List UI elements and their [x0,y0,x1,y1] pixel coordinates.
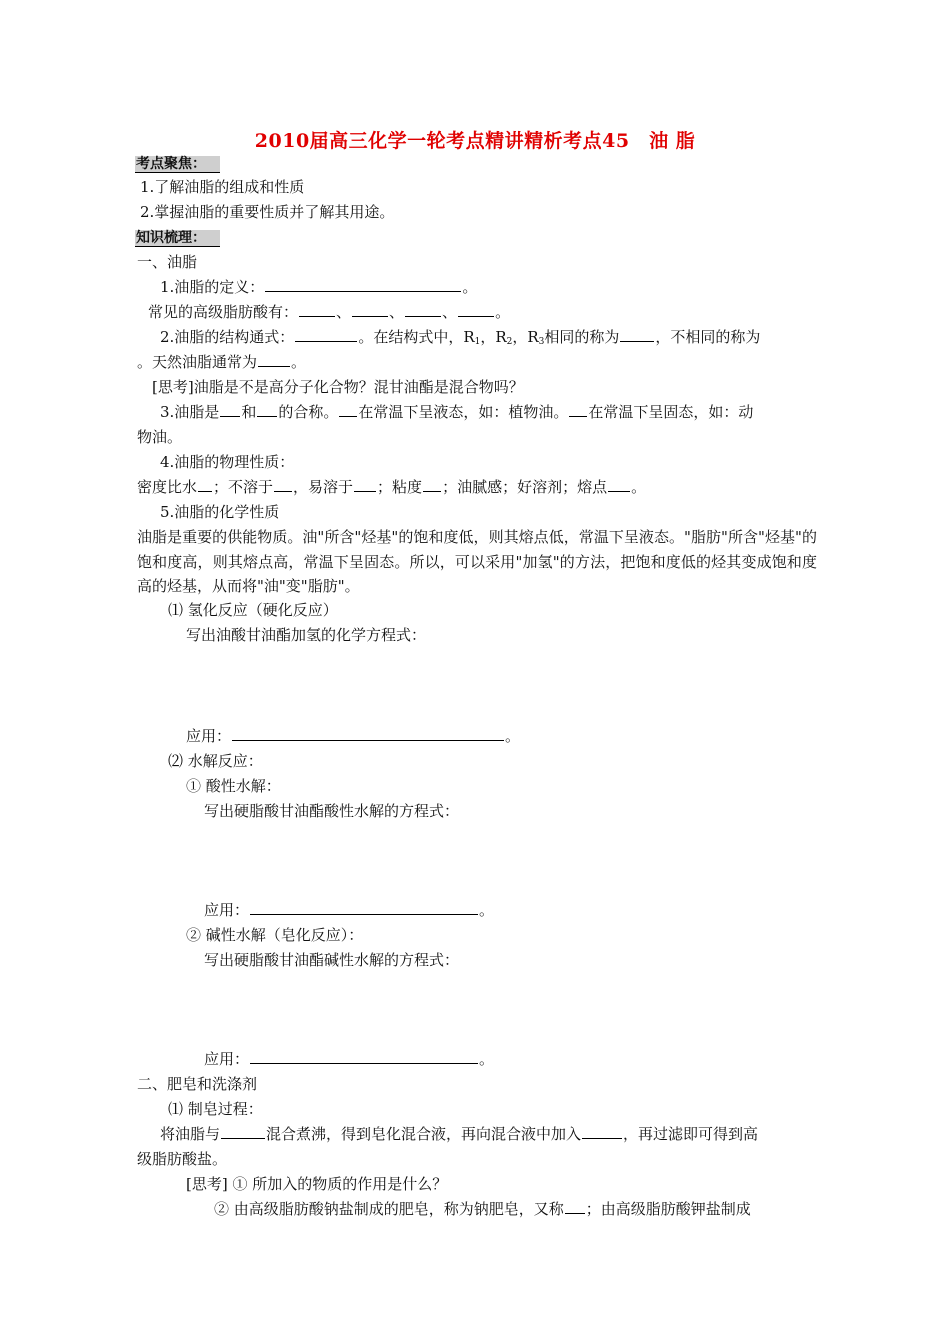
item-4: 4.油脂的物理性质： [160,453,295,471]
acid-hydrolysis-application: 应用： 。 [204,901,495,919]
soap-process-cont: 级脂肪酸盐。 [137,1150,228,1168]
think-2: [思考] ① 所加入的物质的作用是什么？ [186,1175,448,1193]
knowledge-heading: 知识梳理： [135,227,220,248]
focus-heading: 考点聚焦： [135,153,220,174]
think-2b: ② 由高级脂肪酸钠盐制成的肥皂，称为钠肥皂，又称 ；由高级脂肪酸钾盐制成 [214,1200,751,1218]
base-hydrolysis-heading: ② 碱性水解（皂化反应）： [186,926,364,944]
acid-hydrolysis-heading: ① 酸性水解： [186,777,281,795]
page-title: 2010届高三化学一轮考点精讲精析考点45 油 脂 [254,130,696,152]
item-5: 5.油脂的化学性质 [160,503,280,521]
focus-item-2: 2.掌握油脂的重要性质并了解其用途。 [140,203,395,221]
acid-hydrolysis-prompt: 写出硬脂酸甘油酯酸性水解的方程式： [204,802,460,820]
fatty-acids-line: 常见的高级脂肪酸有： 、 、 、 。 [148,303,511,321]
item-3-cont: 物油。 [137,428,183,446]
focus-item-1: 1.了解油脂的组成和性质 [140,178,305,196]
hydrogenation-heading: ⑴ 氢化反应（硬化反应） [168,601,338,619]
soap-process-heading: ⑴ 制皂过程： [168,1100,263,1118]
hydrolysis-heading: ⑵ 水解反应： [168,752,263,770]
base-hydrolysis-application: 应用： 。 [204,1050,495,1068]
physical-props-line: 密度比水 ；不溶于 ，易溶于 ；粘度 ；油腻感；好溶剂；熔点 。 [137,478,647,496]
think-1: [思考]油脂是不是高分子化合物？混甘油酯是混合物吗？ [152,378,524,396]
hydrogenation-application: 应用： 。 [186,727,521,745]
natural-oil-line: 。天然油脂通常为 。 [137,353,307,371]
soap-process-line: 将油脂与 混合煮沸，得到皂化混合液，再向混合液中加入 ，再过滤即可得到高 [160,1125,759,1143]
part1-heading: 一、油脂 [137,253,198,271]
part2-heading: 二、肥皂和洗涤剂 [137,1075,258,1093]
hydrogenation-prompt: 写出油酸甘油酯加氢的化学方程式： [186,626,427,644]
definition-line: 1.油脂的定义： 。 [160,278,478,296]
chem-paragraph: 油脂是重要的供能物质。油"所含"烃基"的饱和度低，则其熔点低，常温下呈液态。"脂肪"所含"烃基"的饱和度高，则其熔点高，常温下呈固态。所以，可以采用"加氢"的方法，把饱和度低的烃其变成饱和度高的烃基，从而将"油"变"脂肪"。 [137,528,817,595]
item-3-line: 3.油脂是 和 的合称。 在常温下呈液态，如：植物油。 在常温下呈固态，如：动 [160,403,754,421]
base-hydrolysis-prompt: 写出硬脂酸甘油酯碱性水解的方程式： [204,951,460,969]
structure-line: 2.油脂的结构通式： 。在结构式中，$R_1$，$R_2$，$R_3$相同的称为 ，不相同的称为 [160,328,761,347]
